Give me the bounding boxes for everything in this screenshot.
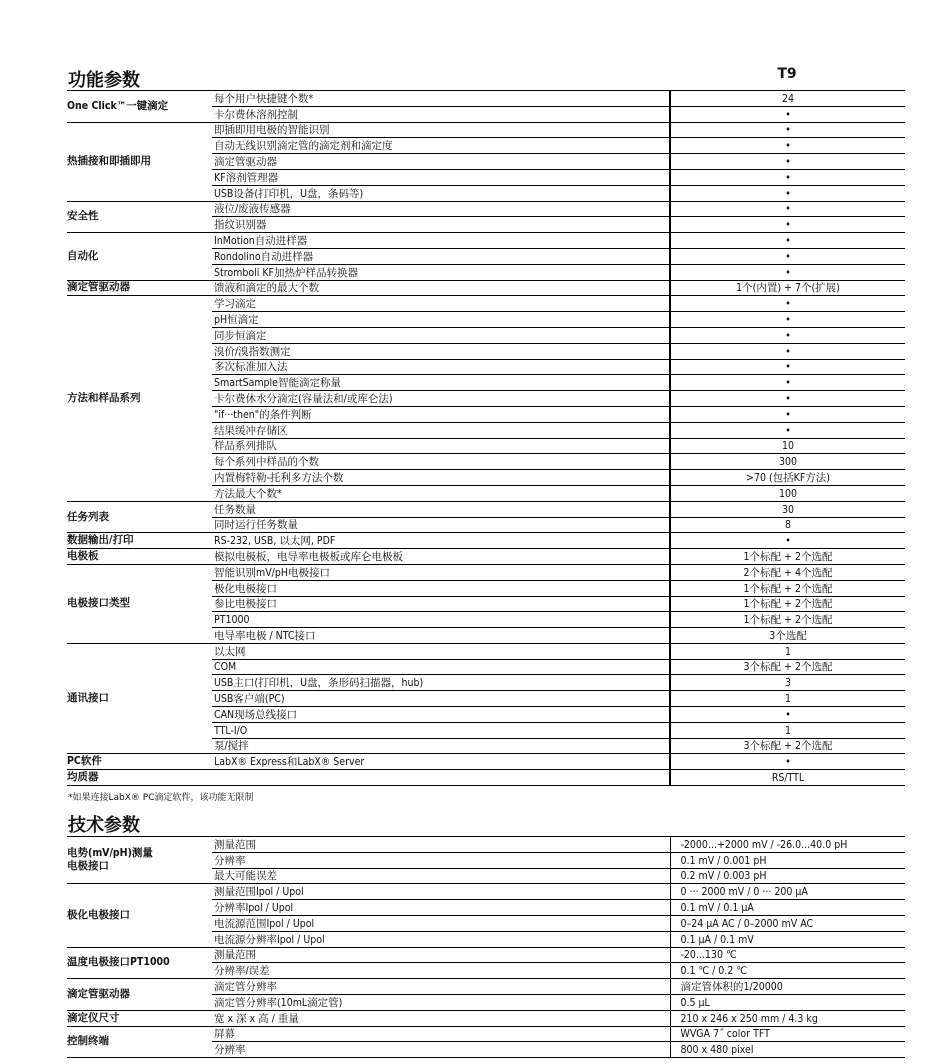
spec-row <box>67 280 905 296</box>
spec-item: TTL-I/O <box>212 722 670 738</box>
spec-value: 3 <box>670 675 905 691</box>
spec-item: 分辨率 <box>212 852 670 868</box>
spec-item: 最大可能误差 <box>212 868 670 884</box>
spec-value: 300 <box>670 454 905 470</box>
spec-value: 0.5 μL <box>670 994 905 1010</box>
spec-value: 2个标配 + 4个选配 <box>670 564 905 580</box>
spec-item: 任务数量 <box>212 501 670 517</box>
spec-item: 每个系列中样品的个数 <box>212 454 670 470</box>
spec-item: CAN现场总线接口 <box>212 707 670 723</box>
spec-item: 模拟电极板，电导率电极板或库仑电极板 <box>212 549 670 565</box>
group-label: 滴定仪尺寸 <box>67 1010 212 1026</box>
spec-value: • <box>670 406 905 422</box>
spec-row <box>67 643 905 659</box>
spec-item: Rondolino自动进样器 <box>212 248 670 264</box>
spec-value: • <box>670 217 905 233</box>
spec-row <box>67 549 905 565</box>
spec-value: 3个标配 + 2个选配 <box>670 659 905 675</box>
spec-item: 同时运行任务数量 <box>212 517 670 533</box>
spec-item: LabX® Express和LabX® Server <box>212 754 670 770</box>
spec-item: 指纹识别器 <box>212 217 670 233</box>
spec-row <box>67 564 905 580</box>
spec-item: 测量范围 <box>212 947 670 963</box>
spec-item: pH恒滴定 <box>212 312 670 328</box>
spec-row <box>67 770 905 786</box>
spec-item: Stromboli KF加热炉样品转换器 <box>212 264 670 280</box>
spec-row <box>67 91 905 107</box>
group-label: 滴定管驱动器 <box>67 280 212 296</box>
spec-item: 宽 x 深 x 高 / 重量 <box>212 1010 670 1026</box>
spec-item: 电导率电极 / NTC接口 <box>212 628 670 644</box>
spec-item: 同步恒滴定 <box>212 327 670 343</box>
spec-item: RS-232, USB, 以太网, PDF <box>212 533 670 549</box>
spec-item: 结果缓冲存储区 <box>212 422 670 438</box>
spec-value: 1个标配 + 2个选配 <box>670 612 905 628</box>
spec-value: • <box>670 185 905 201</box>
spec-value: • <box>670 106 905 122</box>
group-label: 安全性 <box>67 201 212 233</box>
spec-item: 电流源范围Ipol / Upol <box>212 915 670 931</box>
spec-value: 1个(内置) + 7个(扩展) <box>670 280 905 296</box>
spec-value: • <box>670 169 905 185</box>
spec-value: 0.1 mV / 0.001 pH <box>670 852 905 868</box>
group-label: 通讯接口 <box>67 643 212 754</box>
spec-value: RS/TTL <box>670 770 905 786</box>
model-column-header: T9 <box>777 66 797 82</box>
spec-item: USB客户端(PC) <box>212 691 670 707</box>
spec-value: 滴定管体积的1/20000 <box>670 979 905 995</box>
spec-item: 分辨率 <box>212 1042 670 1058</box>
spec-value: 3个选配 <box>670 628 905 644</box>
spec-item: 测量范围Ipol / Upol <box>212 884 670 900</box>
spec-value: 100 <box>670 485 905 501</box>
spec-value: 0 ··· 2000 mV / 0 ··· 200 μA <box>670 884 905 900</box>
spec-item: 多次标准加入法 <box>212 359 670 375</box>
spec-item: 卡尔费休水分滴定(容量法和/或库仑法) <box>212 391 670 407</box>
spec-value: 24 <box>670 91 905 107</box>
spec-value: • <box>670 312 905 328</box>
functional-section-title: 功能参数 <box>68 70 140 91</box>
spec-value: 1个标配 + 2个选配 <box>670 580 905 596</box>
spec-value: 10 <box>670 438 905 454</box>
group-label: 方法和样品系列 <box>67 296 212 501</box>
spec-value: • <box>670 343 905 359</box>
spec-row <box>67 533 905 549</box>
spec-value: 0.1 μA / 0.1 mV <box>670 931 905 947</box>
spec-value: • <box>670 533 905 549</box>
spec-value: • <box>670 122 905 138</box>
functional-spec-table <box>67 90 905 786</box>
spec-item: 学习滴定 <box>212 296 670 312</box>
group-label: 电极板 <box>67 549 212 565</box>
spec-value: • <box>670 359 905 375</box>
spec-item: 测量范围 <box>212 837 670 853</box>
spec-item: 自动无线识别滴定管的滴定剂和滴定度 <box>212 138 670 154</box>
spec-value: 0–24 μA AC / 0–2000 mV AC <box>670 915 905 931</box>
spec-row <box>67 233 905 249</box>
spec-item: 极化电极接口 <box>212 580 670 596</box>
group-label: 控制终端 <box>67 1026 212 1058</box>
spec-value: >70 (包括KF方法) <box>670 470 905 486</box>
spec-value: 1个标配 + 2个选配 <box>670 549 905 565</box>
spec-row <box>67 122 905 138</box>
spec-item: 即插即用电极的智能识别 <box>212 122 670 138</box>
spec-value: • <box>670 391 905 407</box>
spec-item: COM <box>212 659 670 675</box>
spec-value: 3个标配 + 2个选配 <box>670 738 905 754</box>
spec-row <box>67 837 905 853</box>
spec-item: KF溶剂管理器 <box>212 169 670 185</box>
group-label: 温度电极接口PT1000 <box>67 947 212 979</box>
spec-value: • <box>670 327 905 343</box>
group-label: PC软件 <box>67 754 212 770</box>
spec-value: • <box>670 754 905 770</box>
spec-value: WVGA 7˝ color TFT <box>670 1026 905 1042</box>
spec-value: 30 <box>670 501 905 517</box>
spec-value: 0.2 mV / 0.003 pH <box>670 868 905 884</box>
spec-value: 0.1 mV / 0.1 μA <box>670 900 905 916</box>
spec-value: 8 <box>670 517 905 533</box>
spec-value: • <box>670 422 905 438</box>
spec-item: 以太网 <box>212 643 670 659</box>
spec-item: 溴价/溴指数测定 <box>212 343 670 359</box>
spec-row <box>67 754 905 770</box>
spec-value: • <box>670 233 905 249</box>
spec-value: 210 x 246 x 250 mm / 4.3 kg <box>670 1010 905 1026</box>
spec-value: • <box>670 296 905 312</box>
spec-value: • <box>670 707 905 723</box>
group-label: 均质器 <box>67 770 212 786</box>
spec-value: -20...130 ℃ <box>670 947 905 963</box>
spec-item: 滴定管分辨率 <box>212 979 670 995</box>
spec-value: 800 x 480 pixel <box>670 1042 905 1058</box>
spec-item: 馈液和滴定的最大个数 <box>212 280 670 296</box>
technical-spec-table <box>67 836 905 1058</box>
spec-item: 参比电极接口 <box>212 596 670 612</box>
spec-row <box>67 296 905 312</box>
spec-row <box>67 1010 905 1026</box>
spec-item: SmartSample智能滴定称量 <box>212 375 670 391</box>
spec-item: 液位/废液传感器 <box>212 201 670 217</box>
spec-value: • <box>670 154 905 170</box>
spec-row <box>67 884 905 900</box>
group-label: 任务列表 <box>67 501 212 533</box>
group-label: 数据输出/打印 <box>67 533 212 549</box>
spec-item: 内置梅特勒-托利多方法个数 <box>212 470 670 486</box>
spec-item: 滴定管分辨率(10mL滴定管) <box>212 994 670 1010</box>
spec-value: • <box>670 138 905 154</box>
spec-item: USB设备(打印机，U盘，条码等) <box>212 185 670 201</box>
spec-row <box>67 1026 905 1042</box>
group-label: 自动化 <box>67 233 212 280</box>
spec-row <box>67 201 905 217</box>
spec-value: -2000...+2000 mV / -26.0...40.0 pH <box>670 837 905 853</box>
group-label: 电势(mV/pH)测量 电极接口 <box>67 837 212 884</box>
spec-value: 1 <box>670 722 905 738</box>
spec-item: 分辨率Ipol / Upol <box>212 900 670 916</box>
spec-item: 样品系列排队 <box>212 438 670 454</box>
group-label: 热插接和即插即用 <box>67 122 212 201</box>
spec-item <box>212 770 670 786</box>
spec-row <box>67 501 905 517</box>
technical-section-title: 技术参数 <box>68 815 140 836</box>
spec-item: 卡尔费休溶剂控制 <box>212 106 670 122</box>
spec-item: 泵/搅拌 <box>212 738 670 754</box>
spec-item: 智能识别mV/pH电极接口 <box>212 564 670 580</box>
spec-row <box>67 979 905 995</box>
spec-value: • <box>670 248 905 264</box>
spec-item: 分辨率/误差 <box>212 963 670 979</box>
spec-item: 电流源分辨率Ipol / Upol <box>212 931 670 947</box>
spec-value: 1个标配 + 2个选配 <box>670 596 905 612</box>
spec-item: 每个用户快捷键个数* <box>212 91 670 107</box>
footnote: *如果连接LabX® PC滴定软件，该功能无限制 <box>68 793 254 803</box>
group-label: One Click™一键滴定 <box>67 91 212 123</box>
spec-item: PT1000 <box>212 612 670 628</box>
group-label: 滴定管驱动器 <box>67 979 212 1011</box>
group-label: 电极接口类型 <box>67 564 212 643</box>
spec-row <box>67 947 905 963</box>
spec-item: 滴定管驱动器 <box>212 154 670 170</box>
group-label: 极化电极接口 <box>67 884 212 947</box>
spec-item: "if···then"的条件判断 <box>212 406 670 422</box>
spec-value: 1 <box>670 691 905 707</box>
spec-value: • <box>670 375 905 391</box>
spec-item: InMotion自动进样器 <box>212 233 670 249</box>
spec-item: 方法最大个数* <box>212 485 670 501</box>
spec-item: 屏幕 <box>212 1026 670 1042</box>
spec-value: • <box>670 264 905 280</box>
spec-item: USB主口(打印机，U盘，条形码扫描器，hub) <box>212 675 670 691</box>
spec-value: 1 <box>670 643 905 659</box>
spec-value: • <box>670 201 905 217</box>
spec-value: 0.1 ℃ / 0.2 ℃ <box>670 963 905 979</box>
